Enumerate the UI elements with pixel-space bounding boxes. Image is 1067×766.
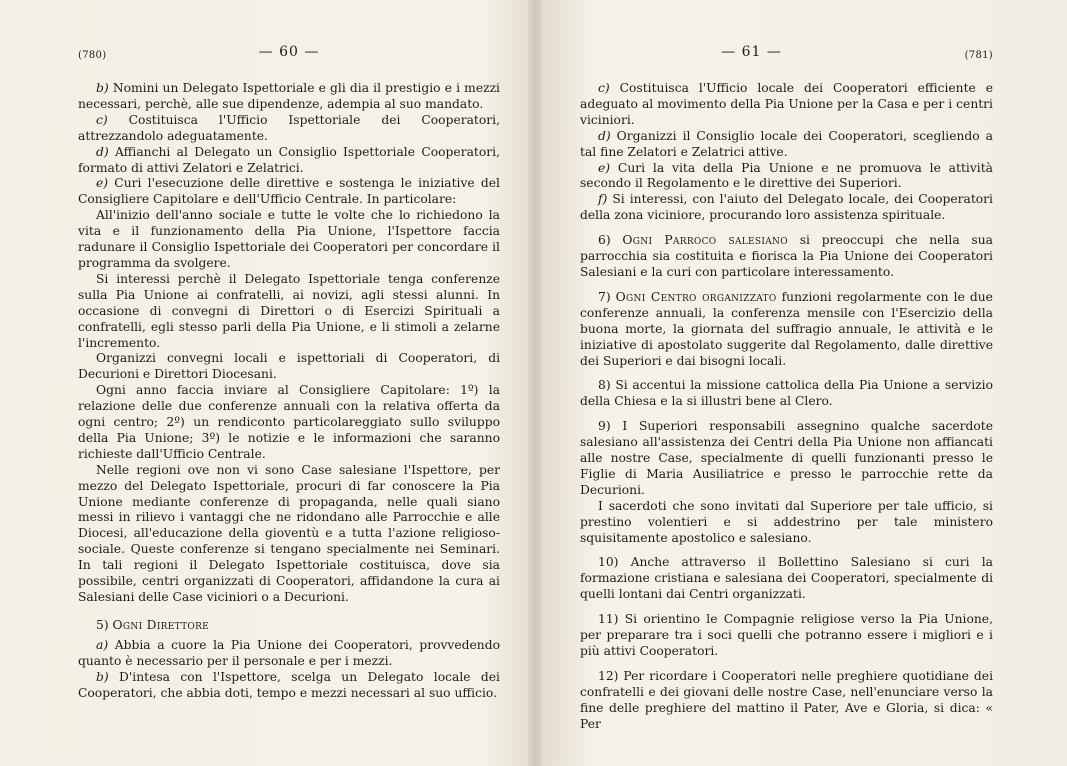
paragraph-smallcaps: Ogni Centro organizzato xyxy=(615,289,777,304)
paragraph-text: Curi la vita della Pia Unione e ne promuova le attività secondo il Regolamento e le direttive dei Superiori. xyxy=(580,160,993,191)
paragraph-lead: 6) xyxy=(598,233,611,248)
paragraph-text: Si interessi, con l'aiuto del Delegato locale, dei Cooperatori della zona viciniore, procurando loro assistenza spirituale. xyxy=(580,192,993,223)
left-page xyxy=(0,0,530,766)
paragraph-c xyxy=(78,113,500,145)
paragraph-smallcaps: Ogni Parroco salesiano xyxy=(622,233,788,248)
section-number: 5) xyxy=(96,617,109,632)
paragraph-sacerdoti: I sacerdoti che sono invitati dal Superiore per tale ufficio, si prestino volentieri e si addestrino per tale ministero squisitamente apostolico e salesiano. xyxy=(580,498,993,545)
paragraph-text: si preoccupi che nella sua parrocchia sia costituita e fiorisca la Pia Unione dei Cooperatori Salesiani e la curi con particolare interessamento. xyxy=(580,233,993,279)
paragraph-text: Abbia a cuore la Pia Unione dei Cooperatori, provvedendo quanto è necessario per il personale e per i mezzi. xyxy=(78,637,500,668)
paragraph-text: I Superiori responsabili assegnino qualche sacerdote salesiano all'assistenza dei Centri della Pia Unione non affiancati alle nostre Case, specialmente di quelli funzionanti presso le Figlie di Maria Ausiliatrice e presso le parrocchie rette da Decurioni. xyxy=(580,419,993,497)
paragraph-11 xyxy=(580,612,993,660)
paragraph-d xyxy=(78,145,500,177)
paragraph-lead: 12) xyxy=(598,668,619,683)
paragraph-ogni-anno: Ogni anno faccia inviare al Consigliere Capitolare: 1º) la relazione delle due conferenze annuali con la relativa offerta da ogni centro; 2º) un rendiconto particolareggiato sullo sviluppo della Pia Unione; 3º) le notizie e le informazioni che saranno richieste dall'Ufficio Centrale. xyxy=(78,383,500,461)
paragraph-6 xyxy=(580,233,993,281)
paragraph-lead: b) xyxy=(96,81,109,95)
paragraph-text: Curi l'esecuzione delle direttive e sostenga le iniziative del Consigliere Capitolare e dell'Ufficio Centrale. In particolare: xyxy=(78,176,500,207)
paragraph-lead: 9) xyxy=(598,419,611,434)
right-page-body xyxy=(580,81,993,733)
paragraph-text: Si orientino le Compagnie religiose verso la Pia Unione, per preparare tra i soci quelli che potranno essere i migliori e i più attivi Cooperatori. xyxy=(580,612,993,658)
paragraph-text: D'intesa con l'Ispettore, scelga un Delegato locale dei Cooperatori, che abbia doti, tempo e mezzi necessari al suo ufficio. xyxy=(78,669,500,700)
paragraph-lead: e) xyxy=(96,176,109,191)
paragraph-12 xyxy=(580,669,993,733)
paragraph-text: Organizzi il Consiglio locale dei Cooperatori, scegliendo a tal fine Zelatori e Zelatrici attive. xyxy=(580,128,993,159)
paragraph-lead: b) xyxy=(96,669,109,684)
paragraph-10 xyxy=(580,555,993,603)
paragraph-d xyxy=(580,129,993,161)
right-folio: (781) xyxy=(964,50,993,61)
left-page-body xyxy=(78,81,500,701)
left-page-number: — 60 — xyxy=(258,44,320,60)
paragraph-inizio: All'inizio dell'anno sociale e tutte le volte che lo richiedono la vita e il funzionamento della Pia Unione, l'Ispettore faccia radunare il Consiglio Ispettoriale dei Cooperatori per concordare il programma da svolgere. xyxy=(78,208,500,270)
paragraph-text: Costituisca l'Ufficio Ispettoriale dei Cooperatori, attrezzandolo adeguatamente. xyxy=(78,112,500,143)
paragraph-lead: c) xyxy=(96,112,108,127)
paragraph-c xyxy=(580,81,993,129)
paragraph-lead: d) xyxy=(96,144,109,159)
paragraph-text: Affianchi al Delegato un Consiglio Ispettoriale Cooperatori, formato di attivi Zelatori e Zelatrici. xyxy=(78,144,500,175)
paragraph-7 xyxy=(580,290,993,370)
paragraph-lead: 11) xyxy=(598,612,619,627)
paragraph-9 xyxy=(580,419,993,499)
paragraph-lead: 8) xyxy=(598,378,611,393)
paragraph-b xyxy=(78,81,500,113)
paragraph-text: Per ricordare i Cooperatori nelle preghiere quotidiane dei confratelli e dei giovani delle nostre Case, nell'enunciare verso la fine delle preghiere del mattino il Pater, Ave e Gloria, si dica: « Per xyxy=(580,668,993,731)
paragraph-lead: a) xyxy=(96,637,109,652)
paragraph-a xyxy=(78,638,500,670)
paragraph-8 xyxy=(580,378,993,410)
paragraph-f xyxy=(580,192,993,224)
paragraph-text: Nomini un Delegato Ispettoriale e gli dia il prestigio e i mezzi necessari, perchè, alle sue dipendenze, adempia al suo mandato. xyxy=(78,81,500,111)
paragraph-e xyxy=(78,176,500,208)
paragraph-lead: d) xyxy=(598,128,611,143)
paragraph-e xyxy=(580,161,993,193)
paragraph-regioni: Nelle regioni ove non vi sono Case salesiane l'Ispettore, per mezzo del Delegato Ispettoriale, procuri di far conoscere la Pia Unione mediante conferenze di propaganda, nelle quali siano messi in rilievo i vantaggi che ne ridondano alle Parrocchie e alle Diocesi, all'educazione della gioventù e a tutta l'azione religioso-sociale. Queste conferenze si tengano specialmente nei Seminari. In tali regioni il Delegato Ispettoriale costituisca, dove sia possibile, centri organizzati di Cooperatori, affidandone la cura ai Salesiani delle Case viciniori o a Decurioni. xyxy=(78,462,500,604)
left-page-header xyxy=(78,44,500,68)
paragraph-text: Anche attraverso il Bollettino Salesiano si curi la formazione cristiana e salesiana dei Cooperatori, specialmente di quelli lontani dai Centri organizzati. xyxy=(580,555,993,602)
paragraph-lead: c) xyxy=(598,81,610,95)
section-title: Ogni Direttore xyxy=(112,617,210,632)
paragraph-lead: f) xyxy=(598,192,608,207)
section-heading-direttore xyxy=(78,618,500,634)
paragraph-lead: e) xyxy=(598,160,611,175)
paragraph-b2 xyxy=(78,670,500,702)
paragraph-convegni: Organizzi convegni locali e ispettoriali di Cooperatori, di Decurioni e Direttori Diocesani. xyxy=(78,351,500,382)
right-page xyxy=(540,0,1067,766)
paragraph-lead: 10) xyxy=(598,555,619,570)
paragraph-interessi: Si interessi perchè il Delegato Ispettoriale tenga conferenze sulla Pia Unione ai confratelli, ai novizi, agli stessi alunni. In occasione di convegni di Direttori o di Esercizi Spirituali a confratelli, egli stesso parli della Pia Unione, e li stimoli a zelarne l'incremento. xyxy=(78,271,500,350)
paragraph-text: Costituisca l'Ufficio locale dei Cooperatori efficiente e adeguato al movimento della Pia Unione per la Casa e per i centri viciniori. xyxy=(580,81,993,127)
paragraph-text: Si accentui la missione cattolica della Pia Unione a servizio della Chiesa e la si illustri bene al Clero. xyxy=(580,378,993,409)
paragraph-text: funzioni regolarmente con le due conferenze annuali, la conferenza mensile con l'Esercizio della buona morte, la giornata del suffragio annuale, le attività e le iniziative di apostolato suggerite dal Regolamento, dalle direttive dei Superiori e dai bisogni locali. xyxy=(580,289,993,368)
paragraph-lead: 7) xyxy=(598,289,611,304)
right-page-number: — 61 — xyxy=(721,44,782,60)
right-page-header xyxy=(580,44,993,68)
left-folio: (780) xyxy=(78,50,107,61)
